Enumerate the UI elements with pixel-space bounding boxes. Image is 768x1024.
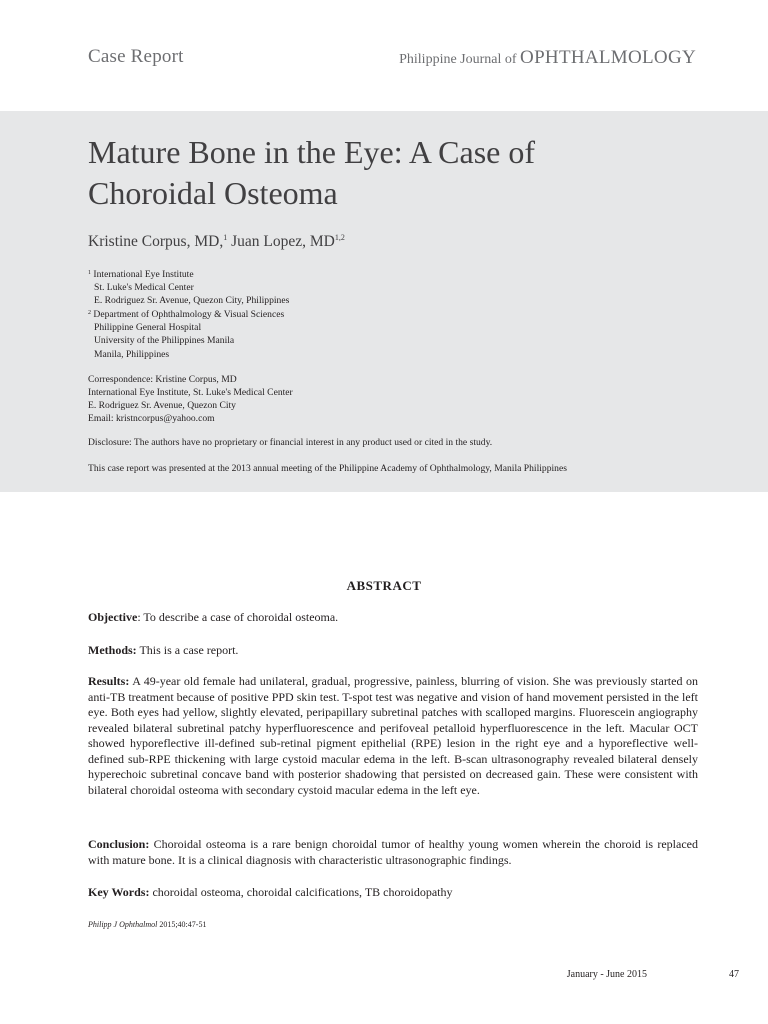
author-2-affil: 1,2: [334, 233, 345, 242]
citation: [88, 920, 206, 929]
disclosure: Disclosure: The authors have no proprietary or financial interest in any product used or cited in the study.: [88, 437, 493, 448]
results-label: Results:: [88, 674, 130, 688]
methods-label: Methods:: [88, 643, 137, 657]
journal-name: [399, 47, 696, 69]
author-list: [88, 233, 345, 251]
correspondence: [88, 373, 293, 425]
affiliation-line: $^2$ Department of Ophthalmology & Visual Sciences: [88, 309, 285, 321]
keywords-text: choroidal osteoma, choroidal calcifications, TB choroidopathy: [149, 885, 453, 899]
abstract-methods: [88, 643, 698, 659]
article-title: [88, 132, 688, 214]
affiliations: [88, 267, 688, 361]
author-1: Kristine Corpus, MD,: [88, 233, 224, 251]
abstract-keywords: [88, 885, 698, 901]
title-line-2: Choroidal Osteoma: [88, 175, 338, 211]
abstract-conclusion: [88, 837, 698, 868]
results-text: A 49-year old female had unilateral, gradual, progressive, painless, blurring of vision. She was previously started on anti-TB treatment because of positive PPD skin test. T-spot test was negative and vision of hand movement persisted in the left eye. Both eyes had yellow, slightly elevated, peripapillary subretinal patches with scalloped margins. Fluorescein angiography revealed bilateral subretinal patchy hyperfluorescence and perifoveal petalloid hyperfluorescence in the left. Macular OCT showed hyporeflective ill-defined sub-retinal pigment epithelial (RPE) lesion in the right eye and a hyporeflective well-defined sub-RPE thickening with large cystoid macular edema in the left. B-scan ultrasonography revealed bilateral densely hyperechoic subretinal concave band with posterior shadowing that persisted on decreased gain. These were consistent with bilateral choroidal osteoma with secondary cystoid macular edema in the left eye.: [88, 674, 698, 797]
author-1-affil: 1: [223, 233, 228, 242]
conclusion-text: Choroidal osteoma is a rare benign choroidal tumor of healthy young women wherein the choroid is replaced with mature bone. It is a clinical diagnosis with characteristic ultrasonographic findings.: [88, 837, 698, 867]
section-label: Case Report: [88, 46, 184, 67]
title-line-1: Mature Bone in the Eye: A Case of: [88, 134, 536, 170]
affiliation-line: University of the Philippines Manila: [94, 335, 235, 347]
citation-details: 2015;40:47-51: [157, 920, 207, 929]
presentation-note: This case report was presented at the 2013 annual meeting of the Philippine Academy of Ophthalmology, Manila Philippines: [88, 463, 567, 474]
correspondence-line: Correspondence: Kristine Corpus, MD: [88, 374, 237, 385]
methods-text: This is a case report.: [136, 643, 239, 657]
objective-label: Objective: [88, 610, 138, 624]
conclusion-label: Conclusion:: [88, 837, 150, 851]
footer-date: January - June 2015: [566, 969, 647, 980]
affiliation-line: $^1$ International Eye Institute: [88, 269, 194, 280]
correspondence-line: International Eye Institute, St. Luke's Medical Center: [88, 387, 293, 399]
journal-prefix: Philippine Journal of: [399, 52, 517, 67]
abstract-results: [88, 674, 698, 798]
citation-journal: Philipp J Ophthalmol: [88, 920, 158, 929]
affiliation-line: E. Rodriguez Sr. Avenue, Quezon City, Philippines: [94, 295, 290, 307]
affiliation-line: St. Luke's Medical Center: [94, 282, 194, 294]
correspondence-line: E. Rodriguez Sr. Avenue, Quezon City: [88, 400, 236, 412]
affiliation-line: Manila, Philippines: [94, 348, 170, 360]
journal-title: OPHTHALMOLOGY: [520, 47, 696, 68]
correspondence-email[interactable]: Email: kristncorpus@yahoo.com: [88, 413, 215, 425]
abstract-heading: ABSTRACT: [346, 578, 422, 593]
objective-text: : To describe a case of choroidal osteoma.: [137, 610, 339, 624]
affiliation-line: Philippine General Hospital: [94, 322, 202, 334]
keywords-label: Key Words:: [88, 885, 150, 899]
author-2: Juan Lopez, MD: [231, 233, 335, 251]
abstract-objective: [88, 610, 698, 626]
page-number: 47: [729, 969, 739, 980]
